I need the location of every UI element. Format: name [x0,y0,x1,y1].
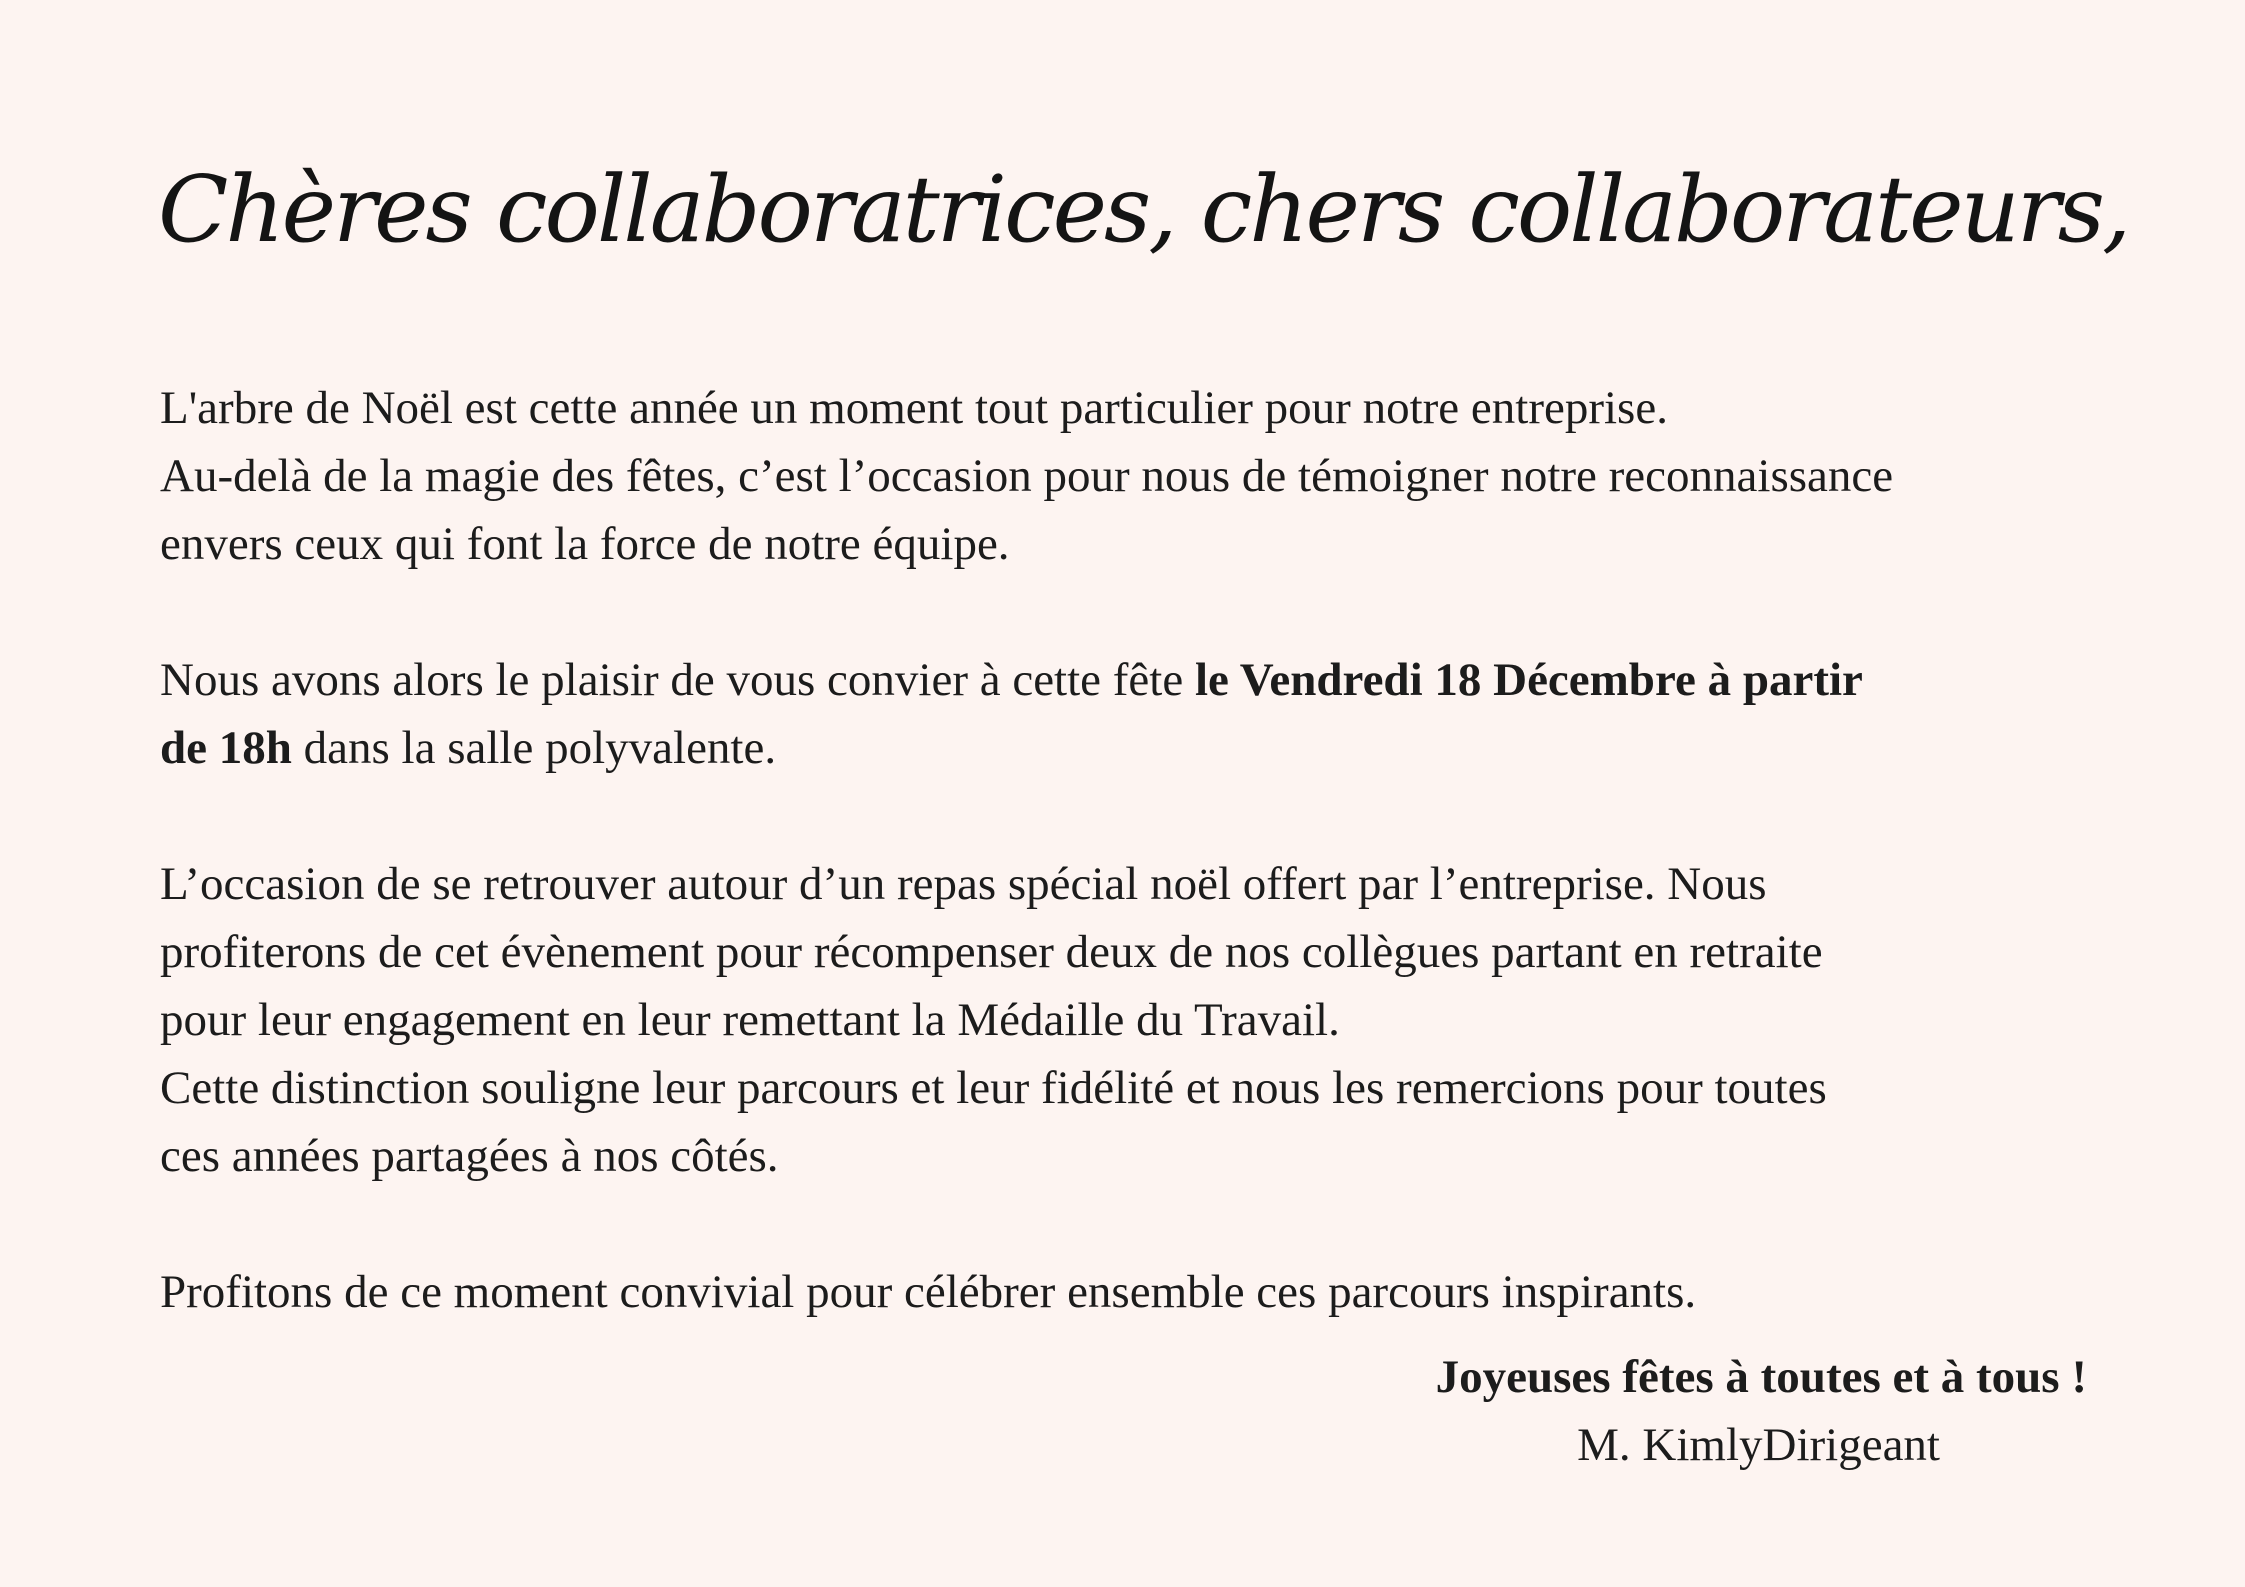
paragraph-line [160,646,2120,714]
paragraph-invitation [160,646,2120,782]
paragraph-line: profiterons de cet évènement pour récompenser deux de nos collègues partant en retraite [160,926,1823,978]
paragraph-details [160,850,2120,1190]
letter-body [160,374,2120,1394]
event-date: le Vendredi 18 Décembre à partir [1194,654,1863,706]
paragraph-line: Au-delà de la magie des fêtes, c’est l’occasion pour nous de témoigner notre reconnaissance [160,450,1894,502]
closing-greeting: Joyeuses fêtes à toutes et à tous ! [1435,1351,2087,1403]
paragraph-line [160,714,2120,782]
paragraph-line: ces années partagées à nos côtés. [160,1130,779,1182]
paragraph-line: Cette distinction souligne leur parcours et leur fidélité et nous les remercions pour toutes [160,1062,1827,1114]
signature: M. KimlyDirigeant [1577,1419,1940,1471]
paragraph-line: pour leur engagement en leur remettant la Médaille du Travail. [160,994,1340,1046]
paragraph-conclusion [160,1258,2120,1326]
paragraph-line: L'arbre de Noël est cette année un moment tout particulier pour notre entreprise. [160,382,1668,434]
invitation-text: Nous avons alors le plaisir de vous convier à cette fête [160,654,1195,706]
paragraph-intro [160,374,2120,578]
letter-closing [1300,1343,2220,1479]
event-time: de 18h [160,722,292,774]
paragraph-line: envers ceux qui font la force de notre équipe. [160,518,1010,570]
paragraph-line: L’occasion de se retrouver autour d’un repas spécial noël offert par l’entreprise. Nous [160,858,1767,910]
paragraph-line: Profitons de ce moment convivial pour célébrer ensemble ces parcours inspirants. [160,1266,1697,1318]
letter-title: Chères collaboratrices, chers collaborateurs, [158,156,2129,263]
event-location: dans la salle polyvalente. [291,722,777,774]
